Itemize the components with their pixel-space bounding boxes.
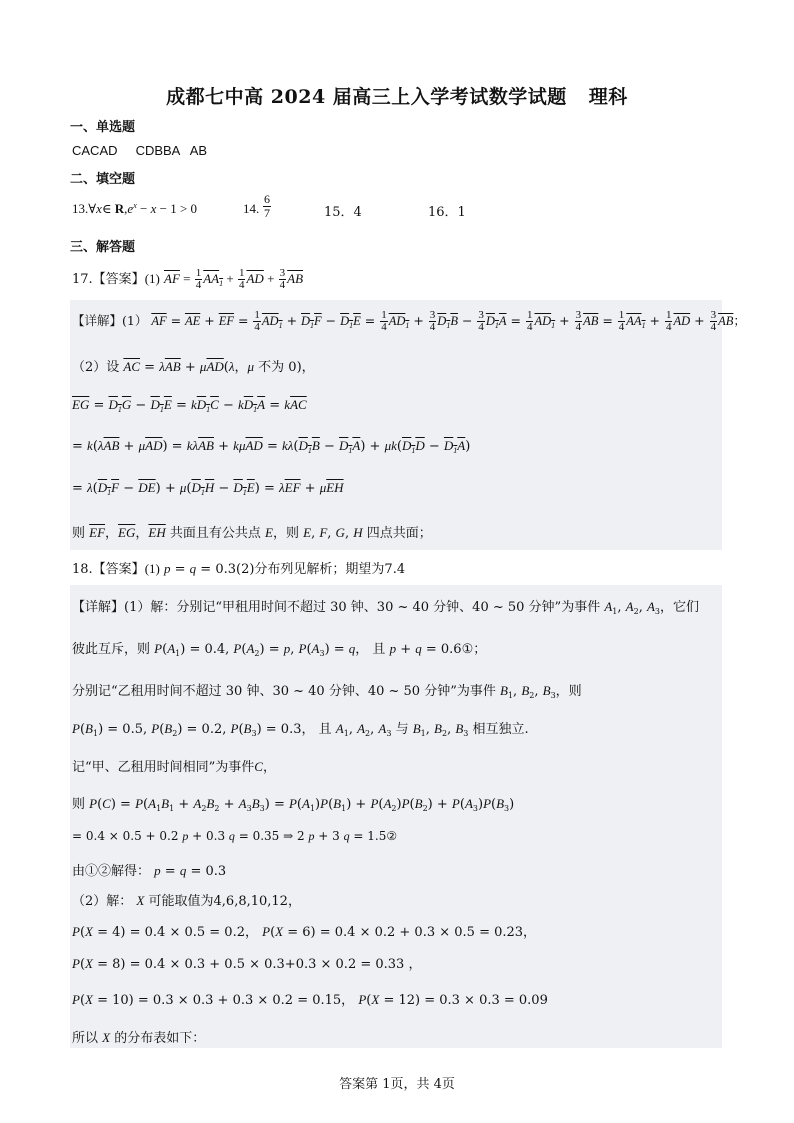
q16-answer: 16．1 xyxy=(428,205,466,220)
q18-answer: 18.【答案】(1) p = q = 0.3(2)分布列见解析；期望为7.4 xyxy=(72,561,406,577)
section-heading-3: 三、解答题 xyxy=(70,240,136,255)
q18-detail-1: 【详解】(1）解：分别记“甲租用时间不超过 30 钟、30 ~ 40 分钟、40 ~ 50 分钟”为事件 $A_1$, $A_2$, $A_3$，它们 xyxy=(72,599,700,616)
q17-detail-2: （2）设 $\overline{AC} = \lambda\overline{AB} + \mu\overline{AD}(\lambda$，μ 不为 0)， xyxy=(72,359,315,375)
q18-detail-10: P(X = 4) = 0.4 × 0.5 = 0.2， P(X = 6) = 0.4 × 0.2 + 0.3 × 0.5 = 0.23， xyxy=(72,924,537,940)
q18-detail-9: （2）解： X 可能取值为4,6,8,10,12， xyxy=(72,893,301,909)
q18-detail-8: 由①②解得： p = q = 0.3 xyxy=(72,863,227,879)
q17-detail-1: 【详解】(1） $\overline{AF} = \overline{AE} + \overline{EF}$ = $\frac{1}{4}$ $AD_1 + D_1F - D_1E$ = $\frac{1}{4}$ $AD_1$ + $\frac{3}{4}$ $D_1B$ − $\frac{3}{4}$ $D_1A$ = $\frac{1}{4}$ $AD_1$ + $\frac{3}{4}$ $\overline{AB}$ = $\frac{1}{4}$ $AA_1$ + $\frac{1}{4}$ $\overline{AD}$ + $\frac{3}{4}$ $\overline{AB}$； xyxy=(72,309,746,333)
page-title: 成都七中高 2024 届高三上入学考试数学试题 理科 xyxy=(166,86,628,108)
q17-solution-bg xyxy=(70,300,722,550)
q17-detail-6: 则 $\overline{EF}$，$\overline{EG}$，$\overline{EH}$ 共面且有公共点 E，则 E, F, G, H 四点共面； xyxy=(72,525,432,541)
q15-answer: 15．4 xyxy=(324,205,362,220)
q17-detail-4: = $k(\lambda\overline{AB} + \mu\overline{AD}) = k\lambda\overline{AB} + k\mu\overline{AD} = k\lambda(D_1B - D_1A) + \mu k(D_1D - D_1A)$ xyxy=(72,438,471,455)
q18-detail-3: 分别记“乙租用时间不超过 30 钟、30 ~ 40 分钟、40 ~ 50 分钟”为事件 $B_1$, $B_2$, $B_3$，则 xyxy=(72,683,582,700)
section-heading-2: 二、填空题 xyxy=(70,172,136,187)
q18-detail-4: $P(B_1) = 0.5$, $P(B_2) = 0.2$, $P(B_3) = 0.3$， 且 $A_1$, $A_2$, $A_3$ 与 $B_1$, $B_2$, $B_3$ 相互独立. xyxy=(72,721,529,738)
q18-detail-5: 记“甲、乙租用时间相同”为事件C， xyxy=(72,759,276,775)
page-footer: 答案第 1页，共 4页 xyxy=(339,1077,455,1092)
section-heading-1: 一、单选题 xyxy=(70,120,136,135)
q18-detail-7: = 0.4 × 0.5 + 0.2 p + 0.3 q = 0.35 ⇒ 2 p + 3 q = 1.5② xyxy=(72,829,398,843)
q18-detail-12: P(X = 10) = 0.3 × 0.3 + 0.3 × 0.2 = 0.15， P(X = 12) = 0.3 × 0.3 = 0.09 xyxy=(72,992,548,1008)
q18-detail-6: 则 $P(C) = P(A_1B_1 + A_2B_2 + A_3B_3) = P(A_1)P(B_1) + P(A_2)P(B_2) + P(A_3)P(B_3)$ xyxy=(72,796,515,813)
q17-detail-3: $\overline{EG} = D_1G - D_1E = kD_1C - kD_1A = k\overline{AC}$ xyxy=(72,397,307,414)
choice-answers: CACAD CDBBA AB xyxy=(72,143,208,158)
q18-detail-13: 所以 X 的分布表如下： xyxy=(72,1030,206,1046)
q17-answer: 17.【答案】(1) $\overline{AF}$ = $\frac{1}{4}$ $AA_1$ + $\frac{1}{4}$ $\overline{AD}$ + $\frac{3}{4}$ $\overline{AB}$ xyxy=(72,267,304,291)
q18-detail-2: 彼此互斥，则 $P(A_1) = 0.4$, $P(A_2) = p$, $P(A_3) = q$， 且 p + q = 0.6①； xyxy=(72,641,487,658)
q18-detail-11: P(X = 8) = 0.4 × 0.3 + 0.5 × 0.3+0.3 × 0.2 = 0.33 ， xyxy=(72,956,422,972)
q17-detail-5: = $\lambda(D_1F - \overline{DE}) + \mu(D_1H - D_1E) = \lambda\overline{EF} + \mu\overline{EH}$ xyxy=(72,480,344,497)
